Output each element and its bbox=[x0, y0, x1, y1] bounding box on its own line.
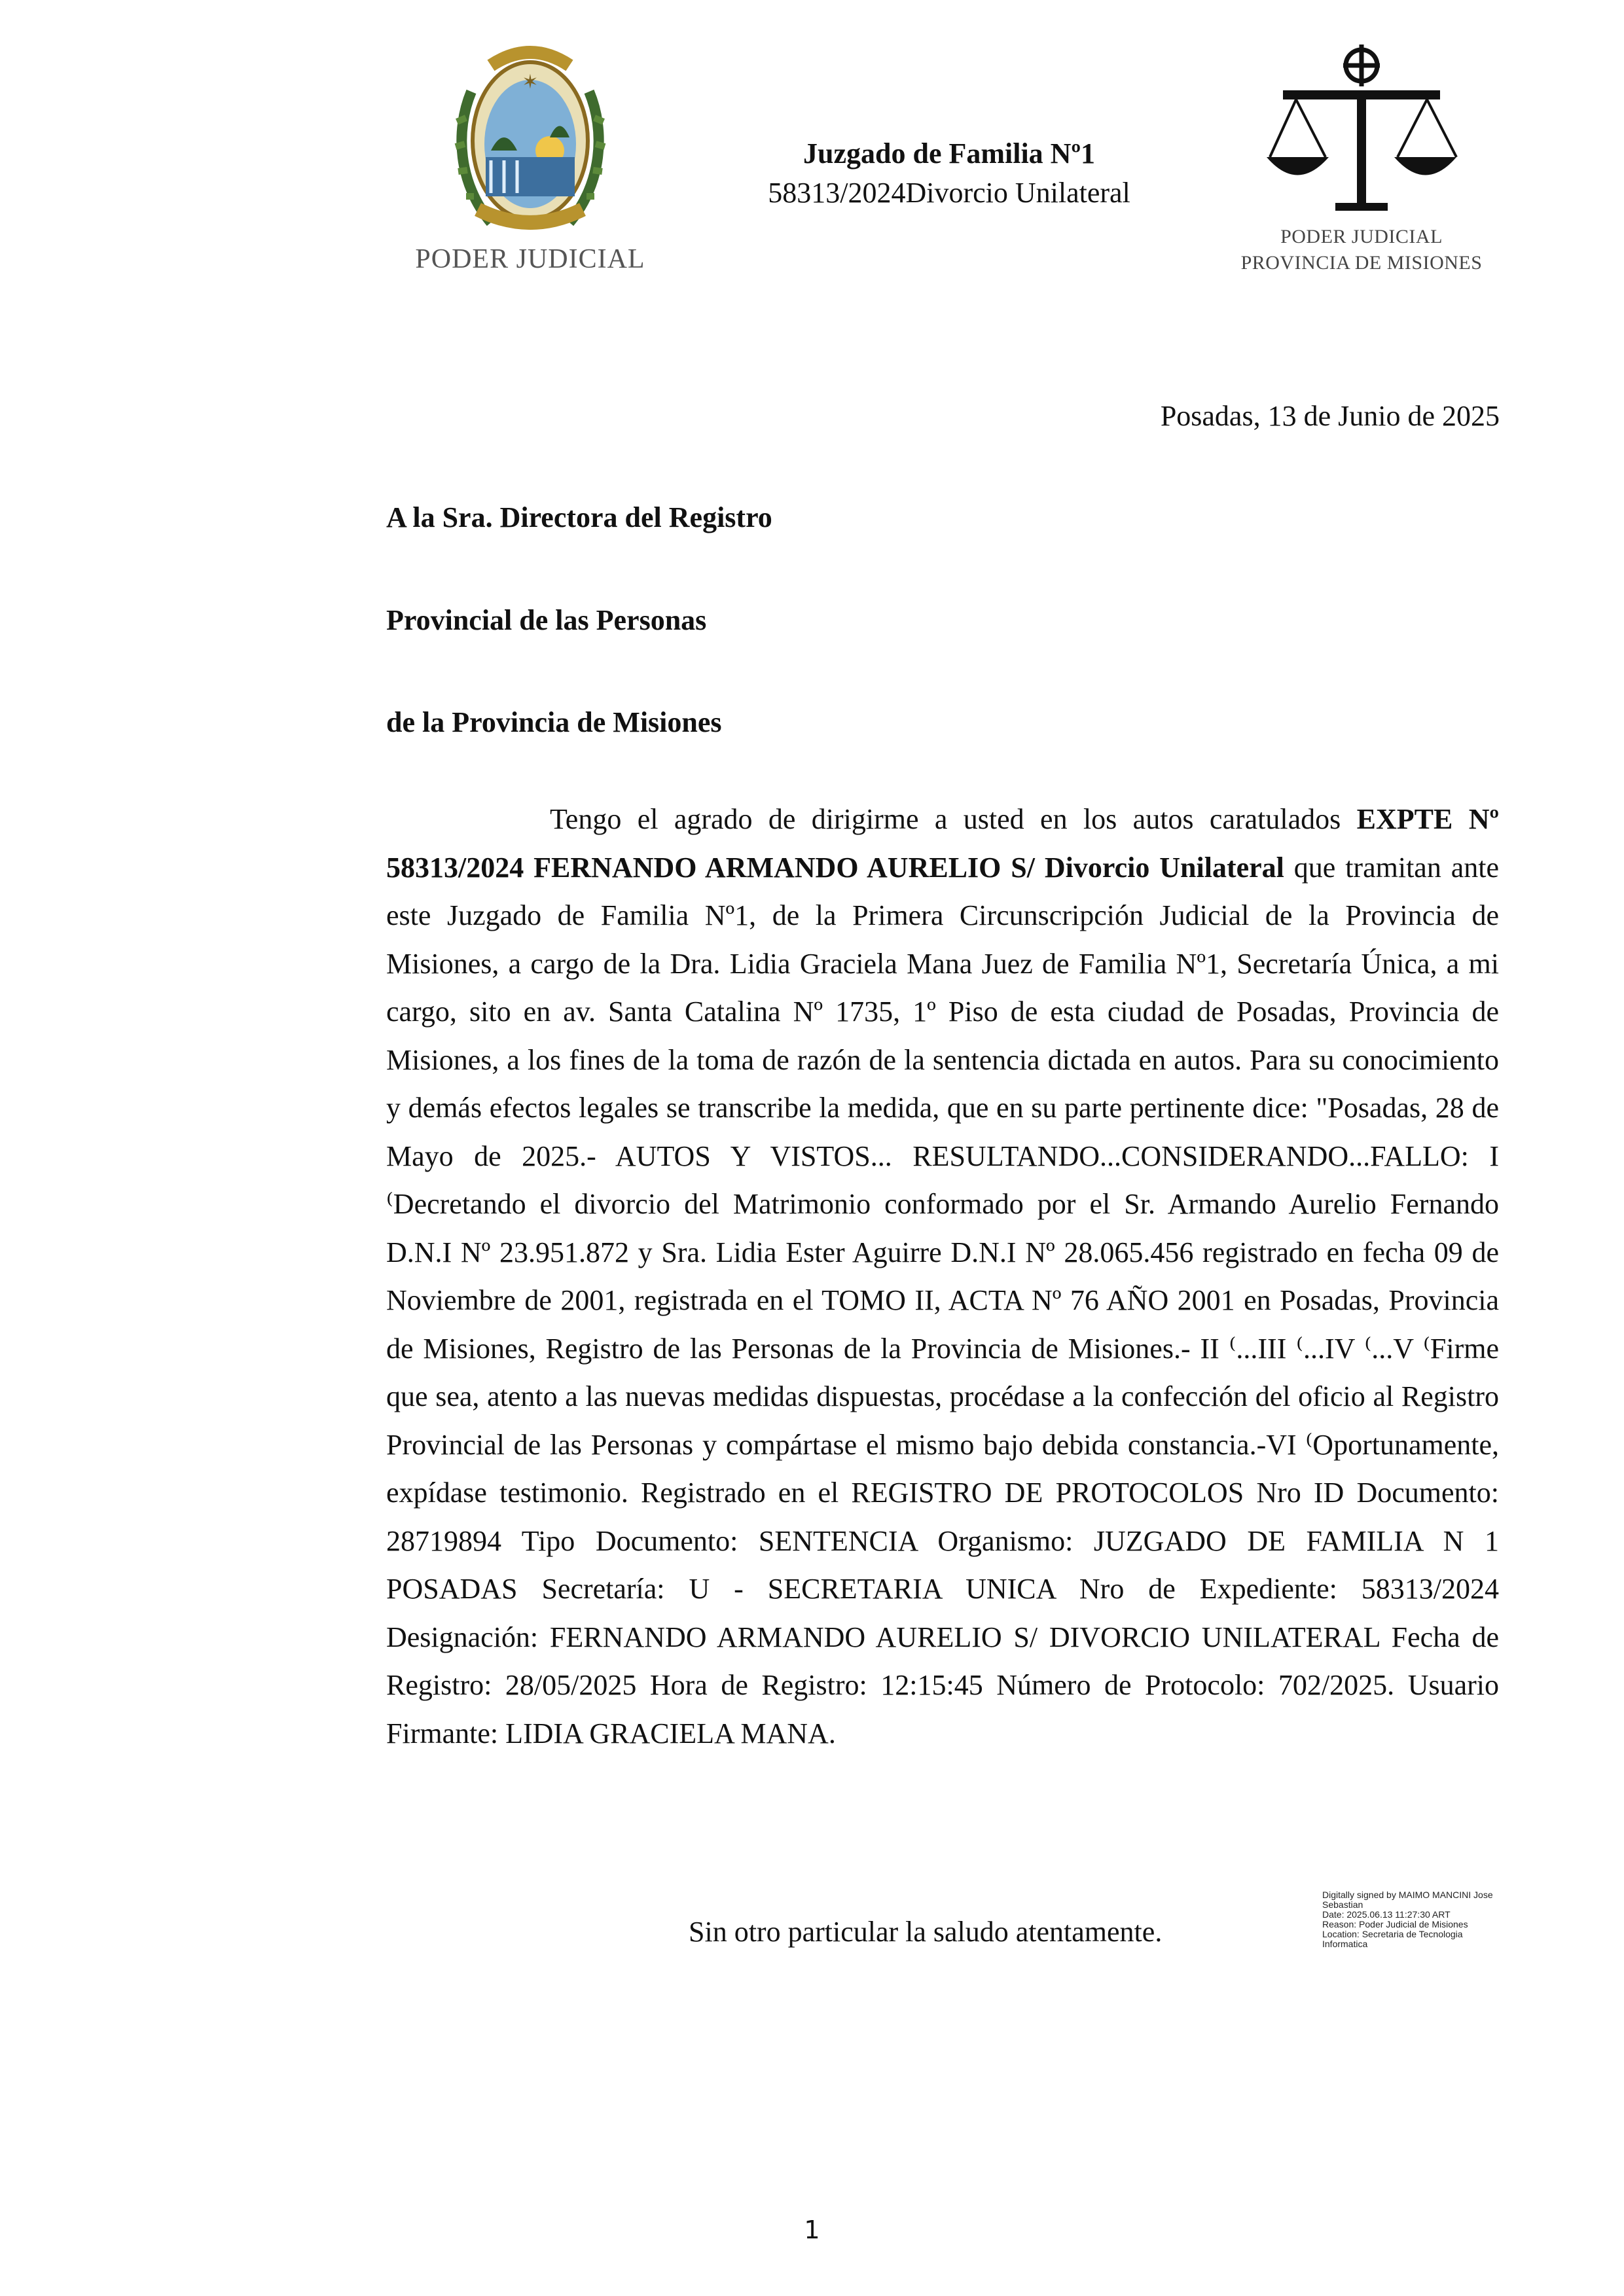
document-header bbox=[655, 134, 1244, 213]
right-logo bbox=[1224, 39, 1499, 288]
misiones-coat-of-arms-icon bbox=[452, 39, 609, 236]
letter-date: Posadas, 13 de Junio de 2025 bbox=[1160, 400, 1500, 432]
addressee-line: Provincial de las Personas bbox=[386, 604, 707, 636]
case-title: EXPTE Nº 58313/2024 FERNANDO ARMANDO AURELIO S/ Divorcio Unilateral bbox=[386, 803, 1500, 884]
addressee-line: de la Provincia de Misiones bbox=[386, 706, 722, 738]
digital-signature-stamp bbox=[1322, 1890, 1538, 1949]
signature-line: Date: 2025.06.13 11:27:30 ART bbox=[1322, 1909, 1451, 1920]
scales-of-justice-icon bbox=[1263, 39, 1460, 216]
signature-line: Reason: Poder Judicial de Misiones bbox=[1322, 1919, 1468, 1929]
addressee-line: A la Sra. Directora del Registro bbox=[386, 501, 772, 533]
signature-line: Location: Secretaria de Tecnologia bbox=[1322, 1929, 1463, 1939]
body-intro: Tengo el agrado de dirigirme a usted en los autos caratulados bbox=[550, 803, 1357, 835]
signature-line: Sebastian bbox=[1322, 1899, 1363, 1910]
left-logo-caption: PODER JUDICIAL bbox=[415, 244, 645, 274]
signature-line: Informatica bbox=[1322, 1939, 1368, 1949]
case-reference: 58313/2024Divorcio Unilateral bbox=[768, 177, 1130, 209]
page-number: 1 bbox=[804, 2215, 820, 2244]
letter-body bbox=[386, 795, 1499, 1757]
svg-text:✶: ✶ bbox=[522, 71, 539, 94]
court-name: Juzgado de Familia Nº1 bbox=[803, 137, 1095, 170]
right-logo-caption-line1: PODER JUDICIAL bbox=[1280, 226, 1443, 247]
left-logo bbox=[393, 39, 668, 288]
signature-line: Digitally signed by MAIMO MANCINI Jose bbox=[1322, 1890, 1493, 1900]
closing-line: Sin otro particular la saludo atentamente. bbox=[689, 1916, 1163, 1948]
body-text: que tramitan ante este Juzgado de Familia Nº1, de la Primera Circunscripción Judicial de la Provincia de Misiones, a cargo de la Dra. Lidia Graciela Mana Juez de Familia Nº1, Secretaría Única, a mi cargo, sito en av. Santa Catalina Nº 1735, 1º Piso de esta ciudad de Posadas, Provincia de Misiones, a los fines de la toma de razón de la sentencia dictada en autos. Para su conocimiento y demás efectos legales se transcribe la medida, que en su parte pertinente dice: "Posadas, 28 de Mayo de 2025.- AUTOS Y VISTOS... RESULTANDO...CONSIDERANDO...FALLO: I ⁽Decretando el divorcio del Matrimonio conformado por el Sr. Armando Aurelio Fernando D.N.I Nº 23.951.872 y Sra. Lidia Ester Aguirre D.N.I Nº 28.065.456 registrado en fecha 09 de Noviembre de 2001, registrada en el TOMO II, ACTA Nº 76 AÑO 2001 en Posadas, Provincia de Misiones, Registro de las Personas de la Provincia de Misiones.- II ⁽...III ⁽...IV ⁽...V ⁽Firme que sea, atento a las nuevas medidas dispuestas, procédase a la confección del oficio al Registro Provincial de las Personas y compártase el mismo bajo debida constancia.-VI ⁽Oportunamente, expídase testimonio. Registrado en el REGISTRO DE PROTOCOLOS Nro ID Documento: 28719894 Tipo Documento: SENTENCIA Organismo: JUZGADO DE FAMILIA N 1 POSADAS Secretaría: U - SECRETARIA UNICA Nro de Expediente: 58313/2024 Designación: FERNANDO ARMANDO AURELIO S/ DIVORCIO UNILATERAL Fecha de Registro: 28/05/2025 Hora de Registro: 12:15:45 Número de Protocolo: 702/2025. Usuario Firmante: LIDIA GRACIELA MANA. bbox=[386, 851, 1500, 1749]
right-logo-caption-line2: PROVINCIA DE MISIONES bbox=[1240, 252, 1483, 274]
